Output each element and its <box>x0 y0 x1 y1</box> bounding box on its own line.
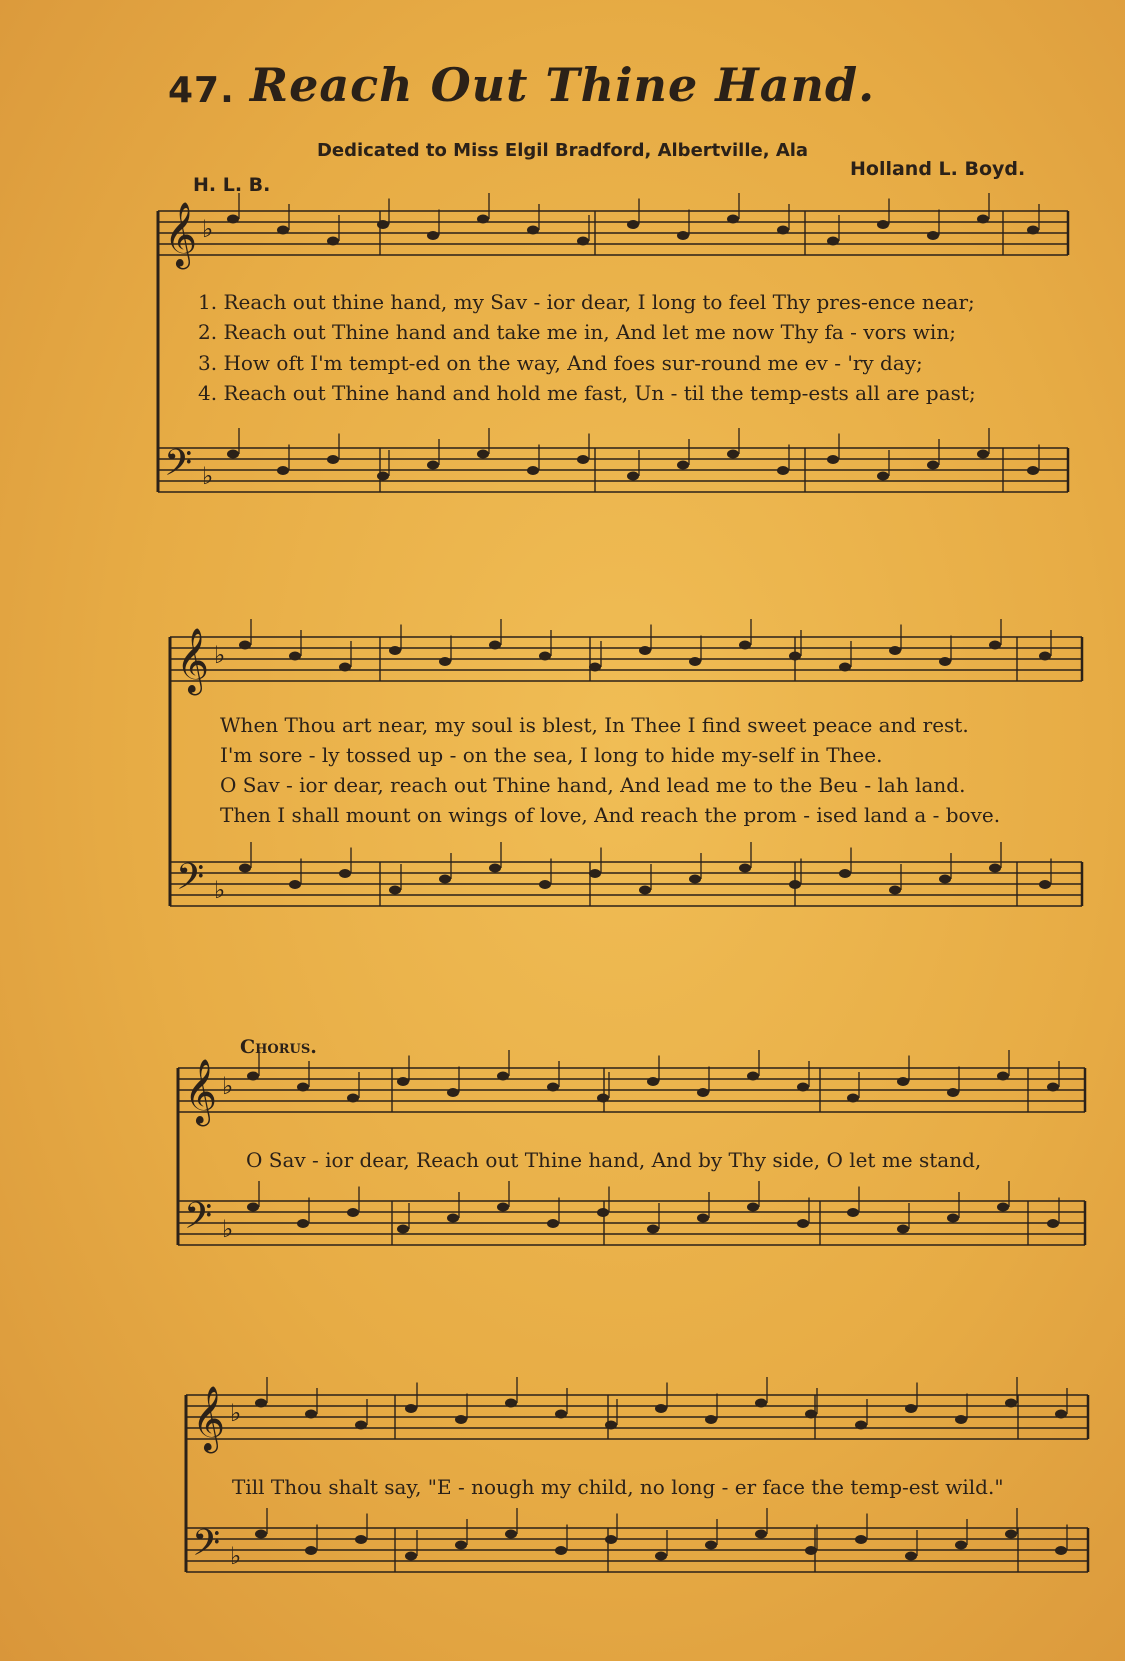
note-head <box>889 886 901 895</box>
note-head <box>455 1415 467 1424</box>
note-head <box>689 657 701 666</box>
note-head <box>447 1214 459 1223</box>
note-head <box>847 1094 859 1103</box>
note-head <box>497 1072 509 1081</box>
note-head <box>797 1083 809 1092</box>
lyric-line: O Sav - ior dear, Reach out Thine hand, And by Thy side, O let me stand, <box>246 1148 982 1172</box>
note-head <box>889 646 901 655</box>
note-head <box>497 1203 509 1212</box>
note-head <box>455 1541 467 1550</box>
note-head <box>1047 1083 1059 1092</box>
lyric-line: 4. Reach out Thine hand and hold me fast, Un - til the temp-ests all are past; <box>198 381 976 405</box>
note-head <box>997 1072 1009 1081</box>
note-head <box>377 220 389 229</box>
note-head <box>555 1546 567 1555</box>
note-head <box>539 652 551 661</box>
note-head <box>897 1225 909 1234</box>
note-head <box>939 657 951 666</box>
note-head <box>947 1088 959 1097</box>
note-head <box>989 641 1001 650</box>
note-head <box>405 1404 417 1413</box>
note-head <box>639 646 651 655</box>
note-head <box>305 1546 317 1555</box>
bass-clef-icon: 𝄢 <box>164 442 193 493</box>
note-head <box>1055 1410 1067 1419</box>
note-head <box>297 1219 309 1228</box>
chorus-label: Chorus. <box>240 1036 317 1058</box>
note-head <box>697 1088 709 1097</box>
treble-clef-icon: 𝄞 <box>184 1059 218 1124</box>
note-head <box>427 231 439 240</box>
note-head <box>377 472 389 481</box>
note-head <box>855 1421 867 1430</box>
note-head <box>805 1546 817 1555</box>
note-head <box>547 1219 559 1228</box>
note-head <box>677 231 689 240</box>
note-head <box>297 1083 309 1092</box>
lyric-line: O Sav - ior dear, reach out Thine hand, And lead me to the Beu - lah land. <box>220 773 966 797</box>
note-head <box>947 1214 959 1223</box>
note-head <box>927 461 939 470</box>
note-head <box>739 864 751 873</box>
note-head <box>547 1083 559 1092</box>
note-head <box>277 466 289 475</box>
flat-icon: ♭ <box>222 1215 234 1243</box>
note-head <box>677 461 689 470</box>
flat-icon: ♭ <box>230 1542 242 1570</box>
note-head <box>1055 1546 1067 1555</box>
note-head <box>1047 1219 1059 1228</box>
note-head <box>855 1535 867 1544</box>
lyric-line: 3. How oft I'm tempt-ed on the way, And foes sur-round me ev - 'ry day; <box>198 351 923 375</box>
note-head <box>1027 466 1039 475</box>
note-head <box>727 215 739 224</box>
dedication: Dedicated to Miss Elgil Bradford, Albertville, Ala <box>316 140 809 161</box>
note-head <box>647 1225 659 1234</box>
flat-icon: ♭ <box>202 462 214 490</box>
note-head <box>505 1399 517 1408</box>
note-head <box>255 1399 267 1408</box>
note-head <box>827 455 839 464</box>
note-head <box>439 657 451 666</box>
note-head <box>747 1203 759 1212</box>
note-head <box>397 1225 409 1234</box>
note-head <box>1005 1399 1017 1408</box>
note-head <box>939 875 951 884</box>
note-head <box>705 1541 717 1550</box>
note-head <box>589 663 601 672</box>
note-head <box>655 1552 667 1561</box>
lyric-line: 1. Reach out thine hand, my Sav - ior dear, I long to feel Thy pres-ence near; <box>198 290 975 314</box>
note-head <box>627 472 639 481</box>
lyric-line: Till Thou shalt say, "E - nough my child, no long - er face the temp-est wild." <box>232 1475 1004 1499</box>
note-head <box>305 1410 317 1419</box>
note-head <box>389 886 401 895</box>
note-head <box>1039 652 1051 661</box>
note-head <box>789 652 801 661</box>
note-head <box>789 880 801 889</box>
note-head <box>739 641 751 650</box>
note-head <box>277 226 289 235</box>
note-head <box>327 237 339 246</box>
note-head <box>347 1208 359 1217</box>
note-head <box>647 1077 659 1086</box>
note-head <box>755 1530 767 1539</box>
note-head <box>605 1535 617 1544</box>
composer-name: Holland L. Boyd. <box>850 158 1026 180</box>
lyric-line: Then I shall mount on wings of love, And reach the prom - ised land a - bove. <box>220 803 1001 827</box>
note-head <box>727 450 739 459</box>
note-head <box>689 875 701 884</box>
note-head <box>1005 1530 1017 1539</box>
note-head <box>505 1530 517 1539</box>
note-head <box>597 1094 609 1103</box>
flat-icon: ♭ <box>214 641 226 669</box>
note-head <box>927 231 939 240</box>
note-head <box>605 1421 617 1430</box>
note-head <box>389 646 401 655</box>
note-head <box>697 1214 709 1223</box>
note-head <box>705 1415 717 1424</box>
flat-icon: ♭ <box>214 876 226 904</box>
note-head <box>247 1203 259 1212</box>
bass-clef-icon: 𝄢 <box>184 1195 213 1246</box>
note-head <box>347 1094 359 1103</box>
note-head <box>239 864 251 873</box>
flat-icon: ♭ <box>222 1072 234 1100</box>
note-head <box>227 450 239 459</box>
note-head <box>639 886 651 895</box>
note-head <box>797 1219 809 1228</box>
note-head <box>955 1415 967 1424</box>
note-head <box>977 450 989 459</box>
note-head <box>289 880 301 889</box>
note-head <box>489 864 501 873</box>
note-head <box>955 1541 967 1550</box>
flat-icon: ♭ <box>202 215 214 243</box>
note-head <box>905 1552 917 1561</box>
note-head <box>577 237 589 246</box>
note-head <box>827 237 839 246</box>
note-head <box>539 880 551 889</box>
note-head <box>477 215 489 224</box>
note-head <box>997 1203 1009 1212</box>
note-head <box>339 869 351 878</box>
note-head <box>555 1410 567 1419</box>
bass-clef-icon: 𝄢 <box>192 1522 221 1573</box>
note-head <box>755 1399 767 1408</box>
note-head <box>897 1077 909 1086</box>
note-head <box>877 472 889 481</box>
flat-icon: ♭ <box>230 1399 242 1427</box>
hymn-number: 47. <box>168 70 235 111</box>
note-head <box>427 461 439 470</box>
lyric-line: When Thou art near, my soul is blest, In Thee I find sweet peace and rest. <box>220 713 969 737</box>
bass-clef-icon: 𝄢 <box>176 856 205 907</box>
note-head <box>989 864 1001 873</box>
note-head <box>239 641 251 650</box>
note-head <box>405 1552 417 1561</box>
note-head <box>255 1530 267 1539</box>
note-head <box>777 466 789 475</box>
lyric-line: 2. Reach out Thine hand and take me in, And let me now Thy fa - vors win; <box>198 320 956 344</box>
treble-clef-icon: 𝄞 <box>176 628 210 693</box>
note-head <box>627 220 639 229</box>
note-head <box>527 466 539 475</box>
note-head <box>397 1077 409 1086</box>
note-head <box>327 455 339 464</box>
note-head <box>227 215 239 224</box>
note-head <box>247 1072 259 1081</box>
note-head <box>339 663 351 672</box>
note-head <box>355 1421 367 1430</box>
note-head <box>805 1410 817 1419</box>
note-head <box>847 1208 859 1217</box>
note-head <box>527 226 539 235</box>
lyricist-initials: H. L. B. <box>193 174 271 196</box>
treble-clef-icon: 𝄞 <box>192 1386 226 1451</box>
note-head <box>747 1072 759 1081</box>
hymn-title: Reach Out Thine Hand. <box>249 58 876 112</box>
note-head <box>1027 226 1039 235</box>
note-head <box>289 652 301 661</box>
note-head <box>477 450 489 459</box>
note-head <box>597 1208 609 1217</box>
note-head <box>1039 880 1051 889</box>
note-head <box>777 226 789 235</box>
note-head <box>655 1404 667 1413</box>
note-head <box>905 1404 917 1413</box>
note-head <box>839 869 851 878</box>
note-head <box>977 215 989 224</box>
note-head <box>577 455 589 464</box>
note-head <box>439 875 451 884</box>
note-head <box>489 641 501 650</box>
lyric-line: I'm sore - ly tossed up - on the sea, I long to hide my-self in Thee. <box>220 743 883 767</box>
note-head <box>839 663 851 672</box>
note-head <box>589 869 601 878</box>
treble-clef-icon: 𝄞 <box>164 202 198 267</box>
note-head <box>447 1088 459 1097</box>
note-head <box>877 220 889 229</box>
note-head <box>355 1535 367 1544</box>
